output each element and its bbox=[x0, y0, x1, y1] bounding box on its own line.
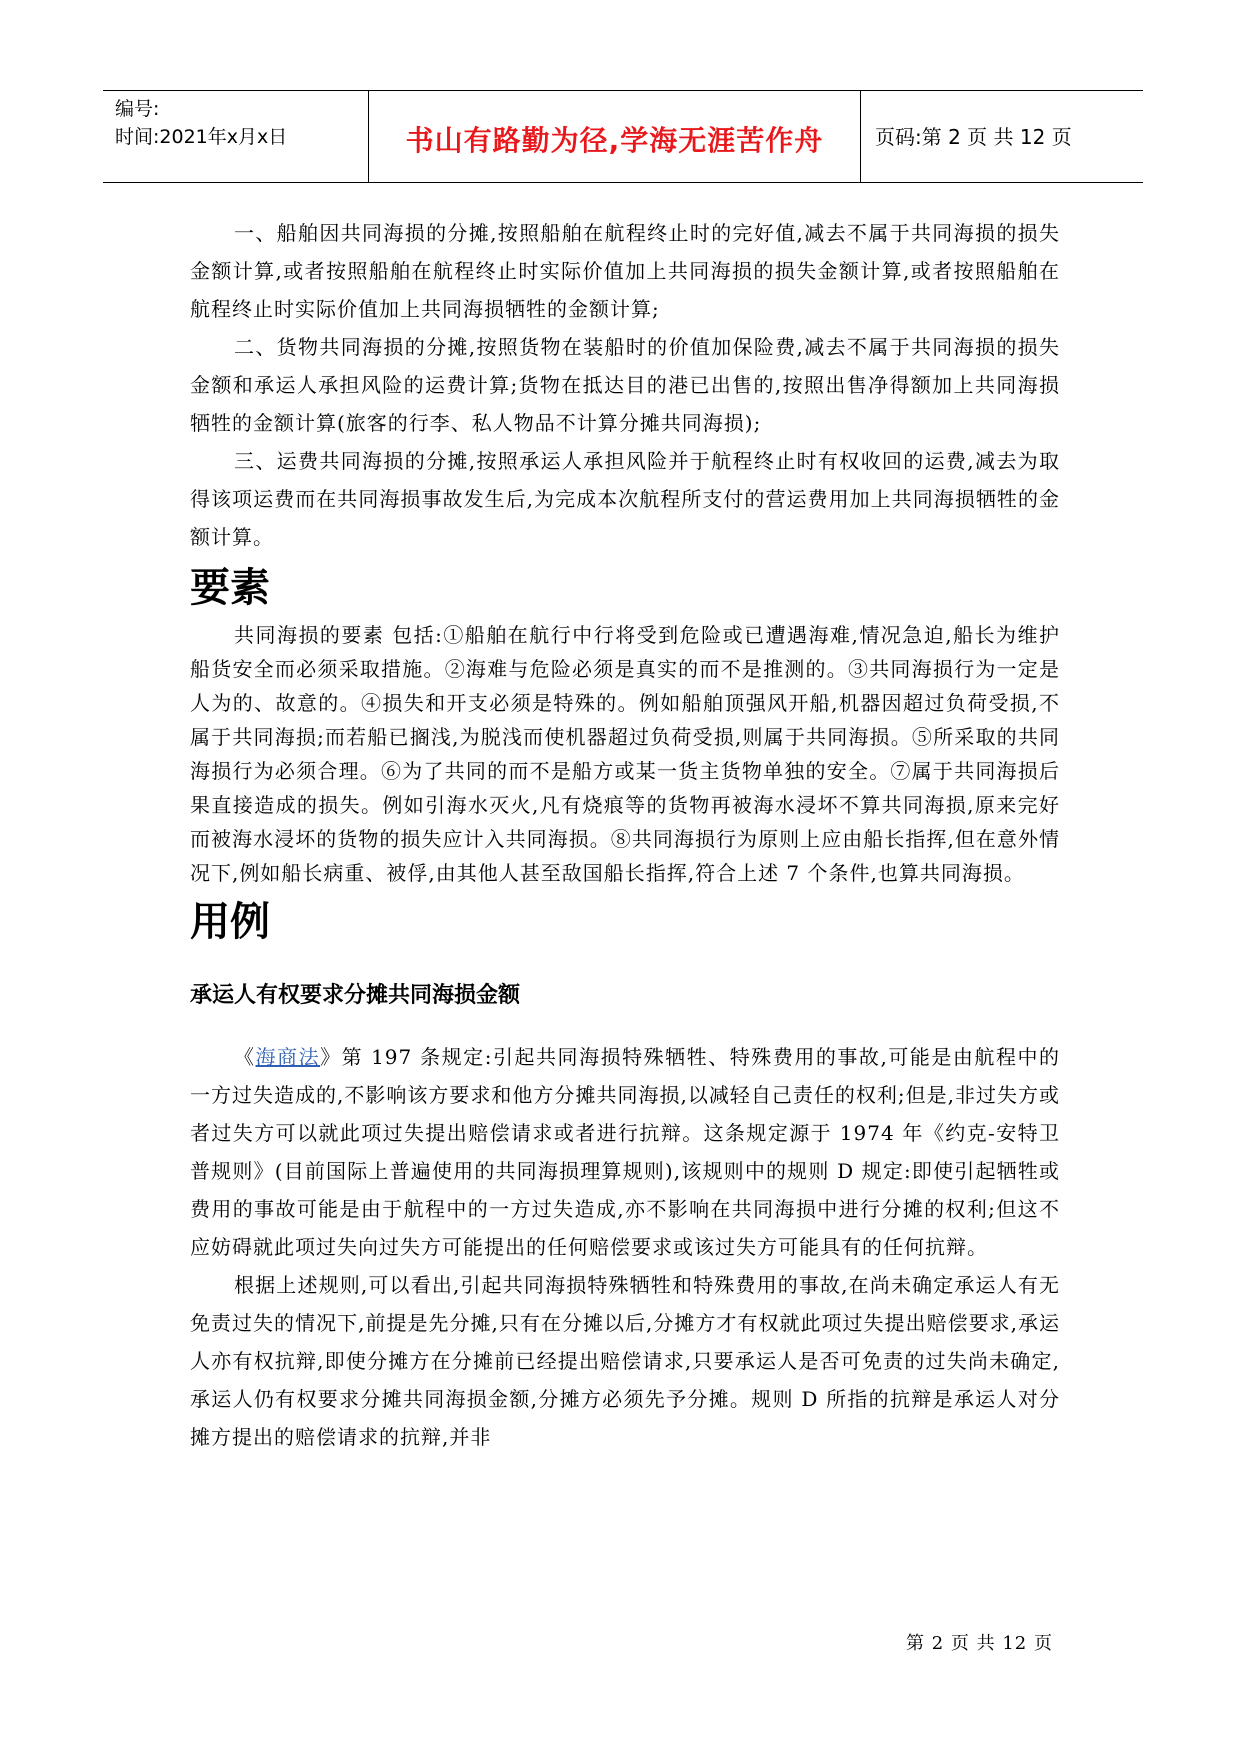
paragraph-rule-analysis: 根据上述规则,可以看出,引起共同海损特殊牺牲和特殊费用的事故,在尚未确定承运人有无免责过失的情况下,前提是先分摊,只有在分摊以后,分摊方才有权就此项过失提出赔偿要求,承运人亦有权抗辩,即使分摊方在分摊前已经提出赔偿请求,只要承运人是否可免责的过失尚未确定,承运人仍有权要求分摊共同海损金额,分摊方必须先予分摊。规则 D 所指的抗辩是承运人对分摊方提出的赔偿请求的抗辩,并非 bbox=[190, 1273, 1060, 1449]
number-label: 编号: bbox=[115, 98, 160, 120]
maritime-law-link[interactable]: 海商法 bbox=[255, 1045, 321, 1069]
time-label: 时间:2021年x月x日 bbox=[115, 126, 288, 148]
document-body bbox=[190, 214, 1060, 1456]
subheading-carrier-right: 承运人有权要求分摊共同海损金额 bbox=[190, 983, 521, 1008]
paragraph-ship-apportionment: 一、船舶因共同海损的分摊,按照船舶在航程终止时的完好值,减去不属于共同海损的损失金额计算,或者按照船舶在航程终止时实际价值加上共同海损的损失金额计算,或者按照船舶在航程终止时实际价值加上共同海损牺牲的金额计算; bbox=[190, 221, 1060, 321]
page-header bbox=[103, 90, 1143, 183]
page-footer: 第 2 页 共 12 页 bbox=[906, 1633, 1053, 1654]
page-code: 页码:第 2 页 共 12 页 bbox=[875, 125, 1072, 149]
paragraph-cargo-apportionment: 二、货物共同海损的分摊,按照货物在装船时的价值加保险费,减去不属于共同海损的损失金额和承运人承担风险的运费计算;货物在抵达目的港已出售的,按照出售净得额加上共同海损牺牲的金额计算(旅客的行李、私人物品不计算分摊共同海损); bbox=[190, 335, 1060, 435]
section-heading-cases: 用例 bbox=[190, 899, 270, 945]
paragraph-elements: 共同海损的要素 包括:①船舶在航行中行将受到危险或已遭遇海难,情况急迫,船长为维护船货安全而必须采取措施。②海难与危险必须是真实的而不是推测的。③共同海损行为一定是人为的、故意的。④损失和开支必须是特殊的。例如船舶顶强风开船,机器因超过负荷受损,不属于共同海损;而若船已搁浅,为脱浅而使机器超过负荷受损,则属于共同海损。⑤所采取的共同海损行为必须合理。⑥为了共同的而不是船方或某一货主货物单独的安全。⑦属于共同海损后果直接造成的损失。例如引海水灭火,凡有烧痕等的货物再被海水浸坏不算共同海损,原来完好而被海水浸坏的货物的损失应计入共同海损。⑧共同海损行为原则上应由船长指挥,但在意外情况下,例如船长病重、被俘,由其他人甚至敌国船长指挥,符合上述 7 个条件,也算共同海损。 bbox=[190, 623, 1060, 885]
section-heading-elements: 要素 bbox=[190, 565, 270, 611]
paragraph-maritime-law-text: 》第 197 条规定:引起共同海损特殊牺牲、特殊费用的事故,可能是由航程中的一方过失造成的,不影响该方要求和他方分摊共同海损,以减轻自己责任的权利;但是,非过失方或者过失方可以就此项过失提出赔偿请求或者进行抗辩。这条规定源于 1974 年《约克-安特卫普规则》(目前国际上普遍使用的共同海损理算规则),该规则中的规则 D 规定:即使引起牺牲或费用的事故可能是由于航程中的一方过失造成,亦不影响在共同海损中进行分摊的权利;但这不应妨碍就此项过失向过失方可能提出的任何赔偿要求或该过失方可能具有的任何抗辩。 bbox=[190, 1045, 1061, 1259]
motto: 书山有路勤为径,学海无涯苦作舟 bbox=[405, 124, 824, 157]
paragraph-maritime-law bbox=[190, 1038, 1060, 1266]
header-left-cell bbox=[103, 91, 369, 182]
paragraph-freight-apportionment: 三、运费共同海损的分摊,按照承运人承担风险并于航程终止时有权收回的运费,减去为取得该项运费而在共同海损事故发生后,为完成本次航程所支付的营运费用加上共同海损牺牲的金额计算。 bbox=[190, 449, 1060, 549]
header-right-cell bbox=[861, 91, 1143, 182]
header-middle-cell bbox=[369, 91, 861, 182]
quote-open: 《 bbox=[234, 1045, 256, 1069]
